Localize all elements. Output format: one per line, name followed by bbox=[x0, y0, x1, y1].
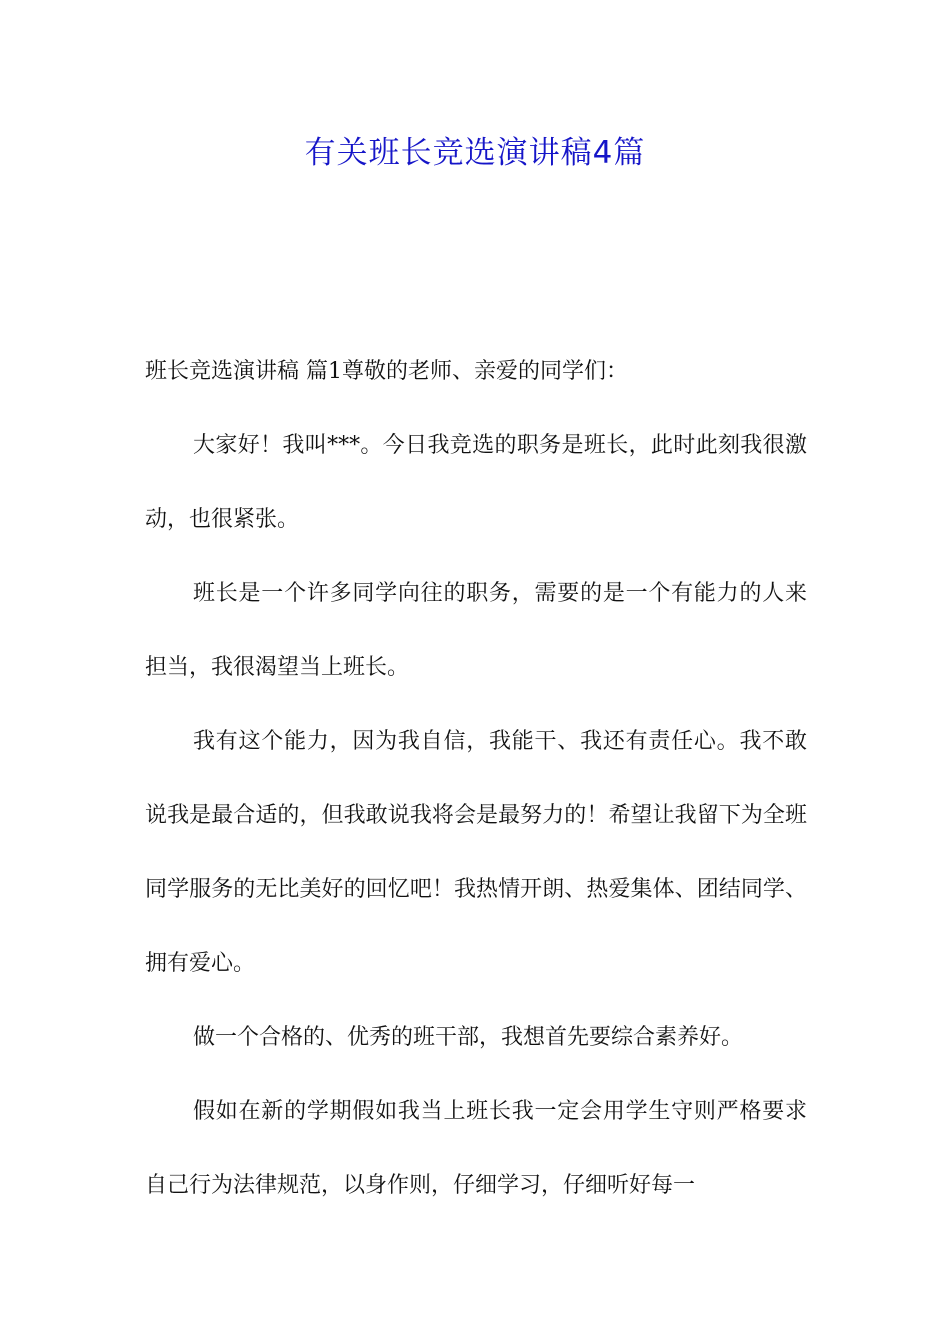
paragraph-greeting: 大家好！我叫***。今日我竞选的职务是班长，此时此刻我很激动，也很紧张。 bbox=[145, 433, 807, 532]
paragraph-quality: 做一个合格的、优秀的班干部，我想首先要综合素养好。 bbox=[193, 1025, 744, 1050]
paragraph-heading-line: 班长竞选演讲稿 篇1尊敬的老师、亲爱的同学们： bbox=[145, 359, 628, 384]
paragraph-role: 班长是一个许多同学向往的职务，需要的是一个有能力的人来担当，我很渴望当上班长。 bbox=[145, 581, 807, 680]
paragraph-ability: 我有这个能力，因为我自信，我能干、我还有责任心。我不敢说我是最合适的，但我敢说我将会是最努力的！希望让我留下为全班同学服务的无比美好的回忆吧！我热情开朗、热爱集体、团结同学、拥有爱心。 bbox=[145, 729, 807, 976]
paragraph-plan: 假如在新的学期假如我当上班长我一定会用学生守则严格要求自己行为法律规范，以身作则，仔细学习，仔细听好每一 bbox=[145, 1099, 807, 1198]
document-title: 有关班长竞选演讲稿4篇 bbox=[304, 135, 646, 171]
document-body bbox=[145, 335, 807, 1223]
